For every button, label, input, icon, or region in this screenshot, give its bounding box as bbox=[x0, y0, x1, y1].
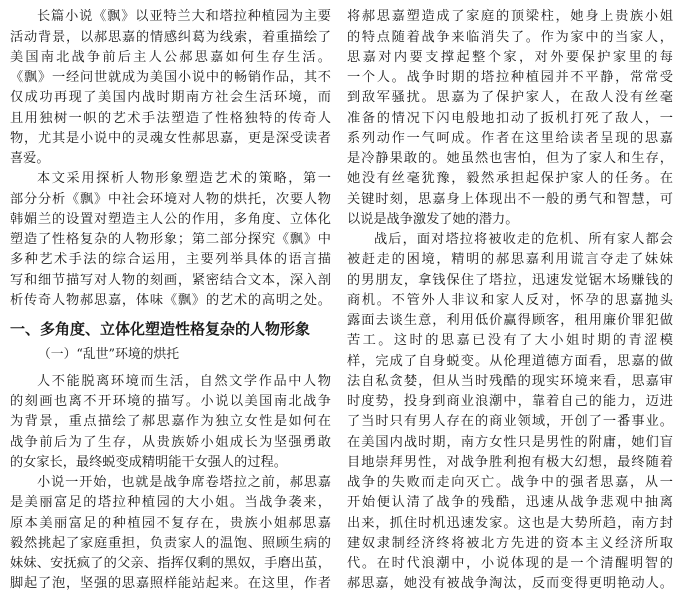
text-line: 喜爱。 bbox=[10, 151, 50, 167]
paragraph-4-continued bbox=[347, 7, 673, 230]
text-line: 以说是战争激发了她的潜力。 bbox=[347, 211, 519, 227]
text-line: 为背景，重点描绘了郝思嘉作为独立女性是如何在 bbox=[10, 414, 331, 430]
text-line: 的刻画也离不开环境的描写。小说以美国南北战争 bbox=[10, 394, 331, 410]
text-line: 部分分析《飘》中社会环境对人物的烘托，次要人物 bbox=[10, 191, 331, 207]
text-line: 开始便认清了战争的残酷，迅速从战争悲观中抽离 bbox=[347, 495, 673, 511]
text-line: 妹妹、安抚疯了的父亲、指挥仅剩的黑奴，手磨出茧， bbox=[10, 556, 331, 572]
text-line: 析传奇人物郝思嘉，体味《飘》的艺术的高明之处。 bbox=[10, 292, 331, 308]
text-line: 脚起了泡，坚强的思嘉照样能站起来。在这里，作者 bbox=[10, 576, 331, 592]
left-column bbox=[10, 7, 331, 594]
text-line: 思嘉对内要支撑起整个家，对外要保护家里的每 bbox=[347, 49, 673, 65]
text-line: 且用独树一帜的艺术手法塑造了性格独特的传奇人 bbox=[10, 110, 331, 126]
text-line: 关键时刻，思嘉身上体现出不一般的勇气和智慧，可 bbox=[347, 191, 673, 207]
text-line: 一个人。战争时期的塔拉种植园并不平静，常常受 bbox=[347, 70, 673, 86]
text-line: 活动背景，以郝思嘉的情感纠葛为线索，着重描绘了 bbox=[10, 29, 331, 45]
section-heading: 一、多角度、立体化塑造性格复杂的人物形象 bbox=[10, 320, 311, 339]
text-line: 人不能脱离环境而生活，自然文学作品中人物 bbox=[37, 373, 331, 389]
text-line: 战争的失败而走向灭亡。战争中的强者思嘉，从一 bbox=[347, 475, 673, 491]
text-line: 美国南北战争前后主人公郝思嘉如何生存生活。 bbox=[10, 49, 331, 65]
intro-paragraph-1 bbox=[10, 7, 331, 169]
text-line: 的特点随着战争来临消失了。作为家中的当家人， bbox=[347, 29, 673, 45]
text-line: 是美丽富足的塔拉种植园的大小姐。当战争袭来， bbox=[10, 495, 331, 511]
text-line: 代。在时代浪潮中，小说体现的是一个清醒明智的 bbox=[347, 556, 673, 572]
text-line: 建奴隶制经济终将被北方先进的资本主义经济所取 bbox=[347, 535, 673, 551]
text-line: 仅成功再现了美国内战时期南方社会生活环境，而 bbox=[10, 90, 331, 106]
text-line: 法自私贪婪，但从当时残酷的现实环境来看，思嘉审 bbox=[347, 373, 673, 389]
text-line: 时度势，投身到商业浪潮中，靠着自己的能力，迈进 bbox=[347, 394, 673, 410]
text-line: 到敌军骚扰。思嘉为了保护家人，在敌人没有丝毫 bbox=[347, 90, 673, 106]
text-line: 长篇小说《飘》以亚特兰大和塔拉种植园为主要 bbox=[37, 9, 331, 25]
text-line: 准备的情况下闪电般地扣动了扳机打死了敌人，一 bbox=[347, 110, 673, 126]
text-line: 商机。不管外人非议和家人反对，怀孕的思嘉抛头 bbox=[347, 292, 673, 308]
subsection-heading: （一）“乱世”环境的烘托 bbox=[38, 347, 180, 363]
text-line: 目地崇拜男性，对战争胜利抱有极大幻想，最终随着 bbox=[347, 454, 673, 470]
text-line: 她没有丝毫犹豫，毅然承担起保护家人的任务。在 bbox=[347, 171, 673, 187]
right-column bbox=[347, 7, 673, 594]
text-line: 被赶走的困境，精明的郝思嘉利用谎言夺走了妹妹 bbox=[347, 252, 673, 268]
intro-paragraph-2 bbox=[10, 169, 331, 311]
text-line: 多种艺术手法的综合运用，主要列举具体的语言描 bbox=[10, 252, 331, 268]
text-line: 苦工。这时的思嘉已没有了大小姐时期的青涩模 bbox=[347, 333, 673, 349]
text-line: 了当时只有男人存在的商业领域，开创了一番事业。 bbox=[347, 414, 673, 430]
text-line: 毅然挑起了家庭重担，负责家人的温饱、照顾生病的 bbox=[10, 535, 331, 551]
text-line: 是冷静果敢的。她虽然也害怕，但为了家人和生存， bbox=[347, 151, 673, 167]
text-line: 的女家长，最终蜕变成精明能干女强人的过程。 bbox=[10, 454, 287, 470]
text-line: 系列动作一气呵成。作者在这里给读者呈现的思嘉 bbox=[347, 130, 673, 146]
paragraph-5 bbox=[347, 230, 673, 595]
text-line: 出来，抓住时机迅速发家。这也是大势所趋，南方封 bbox=[347, 515, 673, 531]
paragraph-3 bbox=[10, 372, 331, 473]
paragraph-4 bbox=[10, 473, 331, 595]
text-line: 将郝思嘉塑造成了家庭的顶梁柱，她身上贵族小姐 bbox=[347, 9, 673, 25]
text-line: 样，完成了自身蜕变。从伦理道德方面看，思嘉的做 bbox=[347, 353, 673, 369]
text-line: 写和细节描写对人物的刻画，紧密结合文本，深入剖 bbox=[10, 272, 331, 288]
text-line: 战后，面对塔拉将被收走的危机、所有家人都会 bbox=[374, 232, 673, 248]
text-line: 塑造了性格复杂的人物形象；第二部分探究《飘》中 bbox=[10, 232, 331, 248]
text-line: 《飘》一经问世就成为美国小说中的畅销作品，其不 bbox=[10, 70, 331, 86]
text-line: 在美国内战时期，南方女性只是男性的附庸，她们盲 bbox=[347, 434, 673, 450]
text-line: 原本美丽富足的种植园不复存在，贵族小姐郝思嘉 bbox=[10, 515, 331, 531]
text-line: 物，尤其是小说中的灵魂女性郝思嘉，更是深受读者 bbox=[10, 130, 331, 146]
text-line: 韩媚兰的设置对塑造主人公的作用，多角度、立体化 bbox=[10, 211, 331, 227]
text-line: 战争前后为了生存，从贵族娇小姐成长为坚强勇敢 bbox=[10, 434, 331, 450]
text-line: 本文采用探析人物形象塑造艺术的策略，第一 bbox=[37, 171, 331, 187]
text-line: 的男朋友，拿钱保住了塔拉，迅速发觉锯木场赚钱的 bbox=[347, 272, 673, 288]
text-line: 郝思嘉，她没有被战争淘汰，反而变得更明艳动人。 bbox=[347, 576, 673, 592]
text-line: 露面去谈生意，利用低价赢得顾客，租用廉价罪犯做 bbox=[347, 313, 673, 329]
text-line: 小说一开始，也就是战争席卷塔拉之前，郝思嘉 bbox=[37, 475, 331, 491]
